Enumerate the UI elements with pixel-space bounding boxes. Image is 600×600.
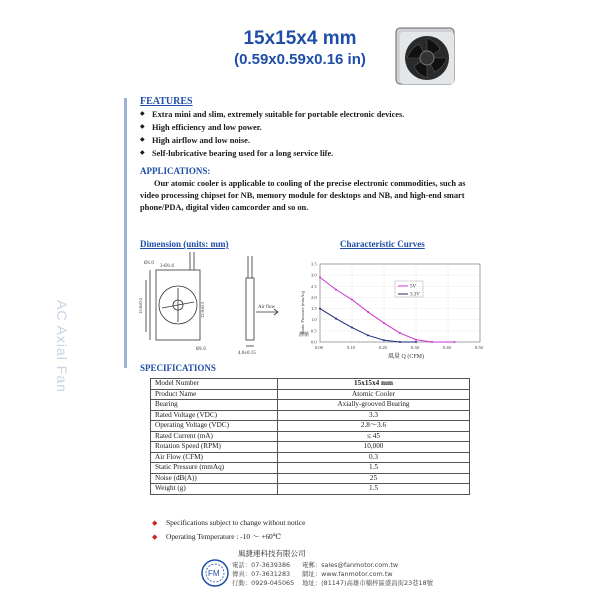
x-tick-label: 0.50 — [475, 345, 483, 350]
chart-ylabel: Static Pressure (mmAq) — [300, 290, 305, 334]
dim-label-hole-spacing: 12.0±0.3 — [200, 302, 205, 318]
series-point — [319, 276, 321, 278]
footer-website: 網址：www.fanmotor.com.tw — [302, 570, 393, 578]
x-tick-label: 0.40 — [443, 345, 451, 350]
spec-label: Rated Current (mA) — [151, 431, 278, 442]
series-point — [383, 339, 385, 341]
footer-fax: 傳真：07-3631283 — [232, 570, 291, 578]
y-tick-label: 3.5 — [311, 261, 317, 267]
spec-value: 10,000 — [278, 442, 470, 453]
spec-row — [151, 431, 470, 442]
spec-row — [151, 484, 470, 495]
x-tick-label: 0.30 — [411, 345, 419, 350]
series-point — [351, 299, 353, 301]
footer-email: 電郵：sales@fanmotor.com.tw — [302, 561, 399, 569]
spec-label: Product Name — [151, 389, 278, 400]
series-point — [367, 334, 369, 336]
spec-row — [151, 442, 470, 453]
company-name: 風捷連科技有限公司 — [238, 549, 306, 558]
y-tick-label: 3.0 — [311, 272, 317, 278]
spec-row — [151, 452, 470, 463]
series-point — [431, 341, 433, 343]
spec-label: Rated Voltage (VDC) — [151, 410, 278, 421]
feature-item: ◆ High airflow and low noise. — [140, 134, 470, 147]
feature-item: ◆ High efficiency and low power. — [140, 121, 470, 134]
spec-row — [151, 463, 470, 474]
spec-value: ≤ 45 — [278, 431, 470, 442]
specifications-heading: SPECIFICATIONS — [140, 363, 216, 373]
note-item: ◆ Specifications subject to change without notice — [152, 516, 305, 530]
series-point — [399, 332, 401, 334]
x-tick-label: 0.00 — [315, 345, 323, 350]
page-title: 15x15x4 mm — [243, 28, 357, 49]
series-point — [351, 327, 353, 329]
chart-ylabel-cn: 靜壓 — [299, 333, 310, 338]
feature-item: ◆ Self-lubricative bearing used for a long service life. — [140, 147, 470, 160]
spec-value: 3.3 — [278, 410, 470, 421]
spec-value: Atomic Cooler — [278, 389, 470, 400]
footer-phone: 電話：07-3639386 — [232, 561, 291, 569]
dim-label-width: 15.0±0.5 — [138, 298, 143, 314]
note-item: ◆ Operating Temperature : -10 ～ +60℃ — [152, 530, 305, 544]
series-point — [319, 308, 321, 310]
y-tick-label: 1.0 — [311, 317, 317, 323]
footer-address: 地址：(81147)高雄市楠梓區盛昌街23巷18號 — [302, 579, 434, 587]
legend-label: 3.3V — [410, 292, 420, 298]
spec-row — [151, 421, 470, 432]
logo-text: FM — [208, 569, 220, 578]
x-tick-label: 0.10 — [347, 345, 355, 350]
y-tick-label: 2.5 — [311, 283, 317, 289]
spec-value: 1.5 — [278, 463, 470, 474]
series-point — [383, 322, 385, 324]
sidebar-text: AC Axial Fan — [54, 300, 70, 393]
spec-row — [151, 400, 470, 411]
spec-value: 15x15x4 mm — [278, 379, 470, 390]
company-logo — [200, 558, 230, 588]
y-tick-label: 1.5 — [311, 306, 317, 312]
series-point — [335, 318, 337, 320]
applications-text: Our atomic cooler is applicable to cooling of the precise electronic commodities, such as video processing chipset for NB, memory module for desktops and NB, and high-end smart phone/PDA, digital video camcorder and so on. — [140, 179, 466, 212]
spec-value: 1.5 — [278, 484, 470, 495]
y-tick-label: 0.5 — [311, 328, 317, 334]
sidebar-bar — [124, 98, 127, 368]
series-point — [335, 289, 337, 291]
series-point — [415, 341, 417, 343]
curves-heading: Characteristic Curves — [340, 239, 425, 249]
spec-label: Bearing — [151, 400, 278, 411]
dim-label-hole: Ø1.6 — [196, 347, 206, 352]
series-line — [320, 309, 416, 342]
x-tick-label: 0.20 — [379, 345, 387, 350]
y-tick-label: 2.0 — [311, 294, 317, 300]
feature-item: ◆ Extra mini and slim, extremely suitable for portable electronic devices. — [140, 108, 470, 121]
spec-label: Air Flow (CFM) — [151, 452, 278, 463]
footer-contact — [232, 560, 522, 587]
characteristic-chart — [296, 254, 492, 364]
legend-label: 5V — [410, 284, 417, 290]
spec-value: 2.8～3.6 — [278, 421, 470, 432]
features-heading: FEATURES — [140, 96, 193, 107]
series-point — [453, 341, 455, 343]
spec-row — [151, 379, 470, 390]
chart-frame — [320, 264, 480, 342]
dimension-heading: Dimension (units: mm) — [140, 239, 229, 249]
dim-label-airflow: Air flow — [258, 305, 276, 310]
notes — [152, 516, 305, 544]
footer-mobile: 行動：0929-045065 — [232, 579, 295, 587]
page-subtitle: (0.59x0.59x0.16 in) — [234, 51, 366, 68]
features-list — [140, 108, 470, 160]
series-point — [367, 311, 369, 313]
chart-xlabel: 風量 Q (CFM) — [388, 354, 425, 360]
dim-label-holes: 3-Ø1.6 — [160, 264, 175, 269]
spec-label: Weight (g) — [151, 484, 278, 495]
series-line — [320, 277, 454, 342]
spec-label: Operating Voltage (VDC) — [151, 421, 278, 432]
dim-label-thickness: 4.0±0.15 — [238, 351, 256, 356]
y-tick-label: 0.0 — [311, 339, 317, 345]
fan-photo — [392, 20, 462, 90]
series-point — [399, 341, 401, 343]
series-point — [415, 339, 417, 341]
spec-value: 0.3 — [278, 452, 470, 463]
spec-label: Noise (dB(A)) — [151, 473, 278, 484]
spec-row — [151, 473, 470, 484]
dim-label-pin: Ø1.0 — [144, 261, 154, 266]
spec-row — [151, 410, 470, 421]
dimension-drawing — [138, 252, 298, 360]
spec-value: 25 — [278, 473, 470, 484]
spec-label: Rotation Speed (RPM) — [151, 442, 278, 453]
spec-label: Model Number — [151, 379, 278, 390]
spec-value: Axially-grooved Bearing — [278, 400, 470, 411]
spec-table — [150, 378, 470, 495]
spec-label: Static Pressure (mmAq) — [151, 463, 278, 474]
applications-heading: APPLICATIONS: — [140, 166, 211, 176]
spec-row — [151, 389, 470, 400]
